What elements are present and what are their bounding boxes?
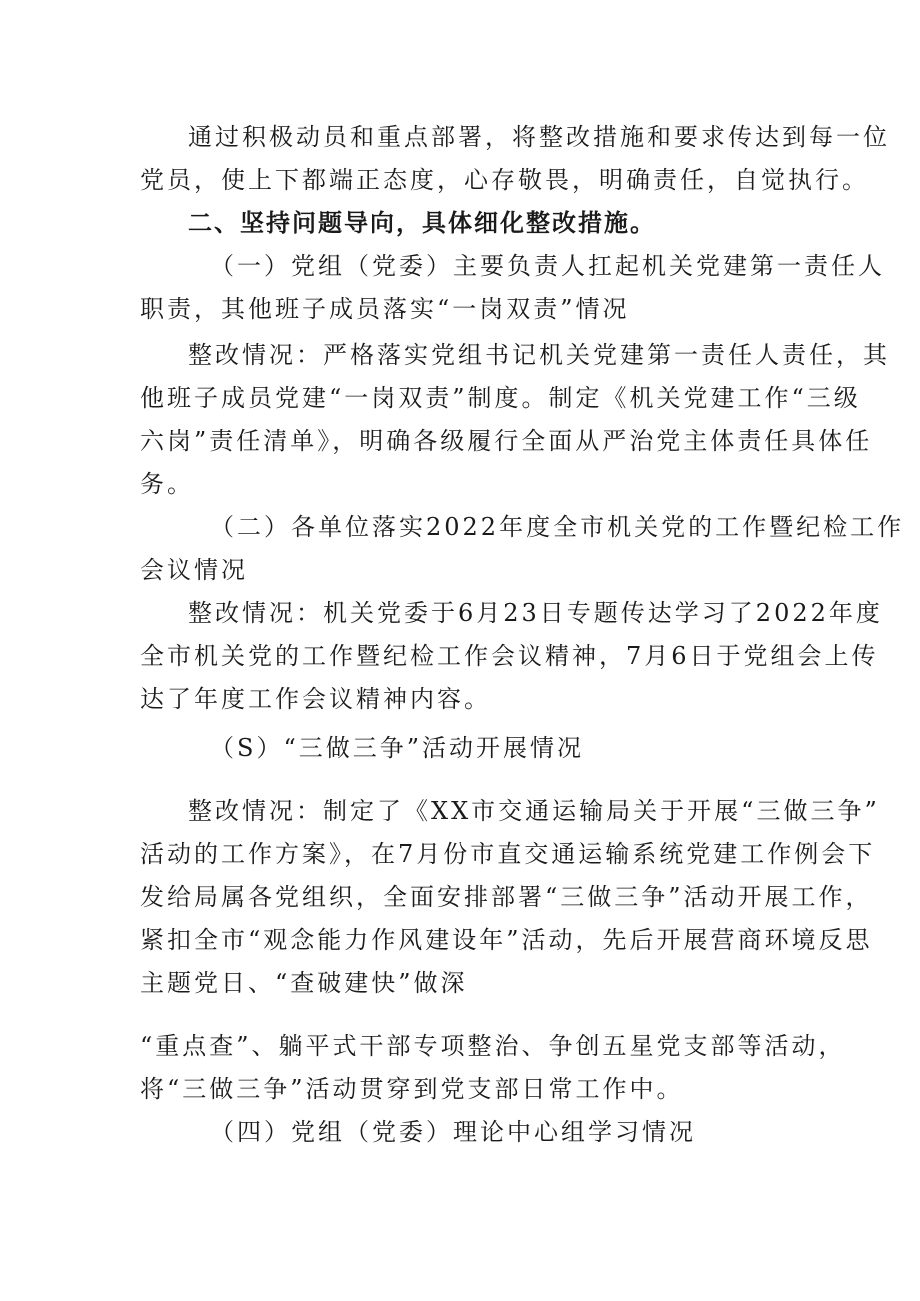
subsection-heading: （二）各单位落实2022年度全市机关党的工作暨纪检工作 [210, 513, 905, 541]
body-text-line: “重点查”、躺平式干部专项整治、争创五星党支部等活动， [140, 1032, 846, 1060]
body-text-line: 他班子成员党建“一岗双责”制度。制定《机关党建工作“三级 [140, 384, 861, 412]
body-text-line: 整改情况：机关党委于6月23日专题传达学习了2022年度 [188, 599, 883, 627]
body-text-line: 活动的工作方案》，在7月份市直交通运输系统党建工作例会下 [140, 840, 876, 868]
body-text-line: 达了年度工作会议精神内容。 [140, 685, 491, 713]
body-text-line: 务。 [140, 470, 194, 498]
body-text-line: 通过积极动员和重点部署，将整改措施和要求传达到每一位 [188, 123, 890, 151]
subsection-heading-continued: 职责，其他班子成员落实“一岗双责”情况 [140, 295, 630, 323]
body-text-line: 全市机关党的工作暨纪检工作会议精神，7月6日于党组会上传 [140, 642, 879, 670]
subsection-heading: （四）党组（党委）理论中心组学习情况 [210, 1118, 696, 1146]
subsection-heading: （一）党组（党委）主要负责人扛起机关党建第一责任人 [210, 252, 885, 280]
body-text-line: 党员，使上下都端正态度，心存敬畏，明确责任，自觉执行。 [140, 166, 869, 194]
body-text-line: 发给局属各党组织，全面安排部署“三做三争”活动开展工作， [140, 883, 873, 911]
body-text-line: 主题党日、“查破建快”做深 [140, 969, 468, 997]
body-text-line: 紧扣全市“观念能力作风建设年”活动，先后开展营商环境反思 [140, 926, 873, 954]
body-text-line: 六岗”责任清单》，明确各级履行全面从严治党主体责任具体任 [140, 427, 873, 455]
subsection-heading: （S）“三做三争”活动开展情况 [210, 734, 584, 762]
body-text-line: 整改情况：制定了《XX市交通运输局关于开展“三做三争” [188, 797, 880, 825]
body-text-line: 整改情况：严格落实党组书记机关党建第一责任人责任，其 [188, 341, 890, 369]
subsection-heading-continued: 会议情况 [140, 556, 248, 584]
body-text-line: 将“三做三争”活动贯穿到党支部日常工作中。 [140, 1075, 684, 1103]
section-heading: 二、坚持问题导向，具体细化整改措施。 [188, 209, 656, 237]
